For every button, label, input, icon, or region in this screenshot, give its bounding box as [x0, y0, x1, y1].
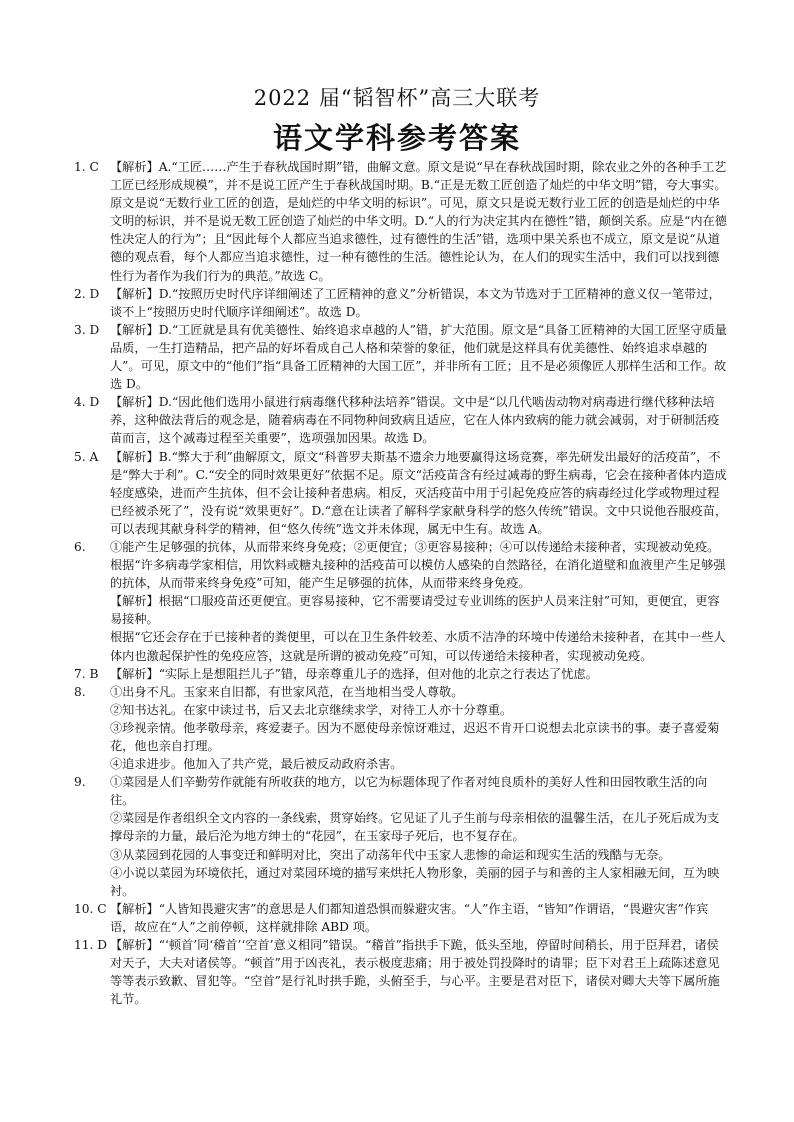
exam-title: 2022 届“韬智杯”高三大联考 [253, 86, 541, 110]
answer-5 [74, 448, 730, 538]
answer-9 [74, 773, 730, 900]
answer-explanation: 根据“许多病毒学家相信，用饮料或糖丸接种的活疫苗可以模仿人感染的自然路径，在消化道壁和血液里产生足够强的抗体，从而带来终身免疫”可知，能产生足够强的抗体，从而带来终身免疫。 [110, 558, 726, 591]
subject-title: 语文学科参考答案 [272, 121, 521, 155]
answer-point: ②菜园是作者组织全文内容的一条线索，贯穿始终。它见证了儿子生前与母亲相依的温馨生活，在儿子死后成为支撑母亲的力量，最后沦为地方绅士的“花园”，在玉家母子死后，也不复存在。 [110, 811, 720, 844]
answer-number: 11. D [74, 938, 108, 953]
answer-text: 【解析】“人皆知畏避灾害”的意思是人们都知道恐惧而躲避灾害。“人”作主语，“皆知”作谓语，“畏避灾害”作宾语，故应在“人”之前停顿，这样就排除 ABD 项。 [110, 901, 709, 934]
answer-number: 10. C [74, 901, 107, 916]
answer-list [74, 158, 730, 1008]
answer-point: ①能产生足够强的抗体，从而带来终身免疫；②更便宜；③更容易接种；④可以传递给未接种者，实现被动免疫。 [110, 539, 720, 554]
answer-number: 3. D [74, 322, 100, 337]
answer-number: 9. [74, 775, 86, 790]
answer-1 [74, 158, 730, 285]
answer-11 [74, 936, 730, 1008]
answer-10 [74, 900, 730, 936]
answer-text: 【解析】B.“弊大于利”曲解原文，原文“科普罗夫斯基不遗余力地要赢得这场竞赛，率先研发出最好的活疫苗”，不是“弊大于利”。C.“安全的同时效果更好”依据不足。原文“活疫苗含有经过减毒的野生病毒，它会在接种者体内造成轻度感染，进而产生抗体，但不会让接种者患病。相反，灭活疫苗中用于引起免疫应答的病毒经过化学或物理过程已经被杀死了”，没有说“效果更好”。D.“意在让读者了解科学家献身科学的悠久传统”错误。文中只说他吞服疫苗，可以表现其献身科学的精神，但“悠久传统”选文并未体现，属无中生有。故选 A。 [110, 449, 728, 536]
answer-8 [74, 683, 730, 773]
answer-text: 【解析】D.“工匠就是具有优美德性、始终追求卓越的人”错，扩大范围。原文是“具备工匠精神的大国工匠坚守质量品质，一生打造精品，把产品的好坏看成自己人格和荣誉的象征，他们就是这样具有优美德性、始终追求卓越的人”。可见，原文中的“他们”指“具备工匠精神的大国工匠”，并非所有工匠；且不是必须像匠人那样生活和工作。故选 D。 [110, 322, 727, 392]
answer-point: ④小说以菜园为环境依托，通过对菜园环境的描写来烘托人物形象，美丽的园子与和善的主人家相融无间，互为映衬。 [110, 865, 720, 898]
answer-text: 【解析】D.“因此他们选用小鼠进行病毒继代移种法培养”错误。文中是“以几代啮齿动物对病毒进行继代移种法培养，这种做法背后的观念是，随着病毒在不同物种间致病且适应，它在人体内致病的能力就会减弱，对于研制活疫苗而言，这个减毒过程至关重要”，选项强加因果。故选 D。 [110, 395, 720, 446]
answer-3 [74, 321, 730, 393]
answer-7 [74, 665, 730, 683]
answer-6 [74, 538, 730, 665]
answer-text: 【解析】A.“工匠……产生于春秋战国时期”错，曲解文意。原文是说“早在春秋战国时期，除农业之外的各种手工艺工匠已经形成规模”，并不是说工匠产生于春秋战国时期。B.“正是无数工匠创造了灿烂的中华文明”错，夸大事实。原文是说“无数行业工匠的创造，是灿烂的中华文明的标识”。可见，原文只是说无数行业工匠的创造是灿烂的中华文明的标识，并不是说无数工匠创造了灿烂的中华文明。D.“人的行为决定其内在德性”错，颠倒关系。应是“内在德性决定人的行为”；且“因此每个人都应当追求德性，过有德性的生活”错，选项中果关系也不成立，原文是说“从道德的观点看，每个人都应当追求德性，过一种有德性的生活。德性论认为，在人们的现实生活中，我们可以找到德性行为者作为我们行为的典范。”故选 C。 [110, 160, 727, 283]
answer-explanation: 根据“它还会存在于已接种者的粪便里，可以在卫生条件较差、水质不洁净的环境中传递给未接种者，在其中一些人体内也激起保护性的免疫应答，这就是所谓的被动免疫”可知，可以传递给未接种者，实现被动免疫。 [110, 630, 726, 663]
answer-point: ③珍视亲情。他孝敬母亲，疼爱妻子。因为不愿使母亲惊讶难过，迟迟不肯开口说想去北京读书的事。妻子喜爱菊花，他也亲自打理。 [110, 720, 720, 753]
answer-2 [74, 285, 730, 321]
answer-number: 2. D [74, 286, 100, 301]
answer-point: ①出身不凡。玉家来自旧都，有世家风范，在当地相当受人尊敬。 [110, 684, 464, 699]
answer-point: ③从菜园到花园的人事变迁和鲜明对比，突出了动荡年代中玉家人悲惨的命运和现实生活的残酷与无奈。 [110, 847, 671, 862]
answer-point: ④追求进步。他加入了共产党，最后被反动政府杀害。 [110, 757, 403, 772]
answer-number: 1. C [74, 160, 99, 174]
answer-point: ①菜园是人们辛勤劳作就能有所收获的地方，以它为标题体现了作者对纯良质朴的美好人性和田园牧歌生活的向往。 [110, 775, 708, 808]
answer-number: 4. D [74, 395, 100, 410]
answer-number: 8. [74, 684, 86, 699]
answer-text: 【解析】“‘顿首’同‘稽首’‘空首’意义相同”错误。“稽首”指拱手下跪，低头至地，停留时间稍长，用于臣拜君，诸侯对天子，大夫对诸侯等。“顿首”用于凶丧礼，表示极度悲痛；用于被处罚投降时的请罪；臣下对君王上疏陈述意见等等表示致歉、冒犯等。“空首”是行礼时拱手跪，头俯至手，与心平。主要是君对臣下，诸侯对卿大夫等下属所施礼节。 [110, 938, 720, 1007]
answer-number: 6. [74, 539, 86, 554]
answer-point: ②知书达礼。在家中读过书，后又去北京继续求学，对待工人亦十分尊重。 [110, 702, 513, 717]
answer-text: 【解析】D.“按照历史时代序详细阐述了工匠精神的意义”分析错误，本文为节选对于工匠精神的意义仅一笔带过，谈不上“按照历史时代顺序详细阐述”。故选 D。 [110, 286, 721, 319]
answer-explanation: 【解析】根据“口服疫苗还更便宜。更容易接种，它不需要请受过专业训练的医护人员来注射”可知，更便宜，更容易接种。 [110, 594, 720, 627]
answer-4 [74, 393, 730, 447]
answer-number: 5. A [74, 449, 99, 464]
answer-number: 7. B [74, 666, 99, 681]
answer-text: 【解析】“实际上是想阻拦儿子”错，母亲尊重儿子的选择，但对他的北京之行表达了忧虑。 [110, 666, 598, 681]
